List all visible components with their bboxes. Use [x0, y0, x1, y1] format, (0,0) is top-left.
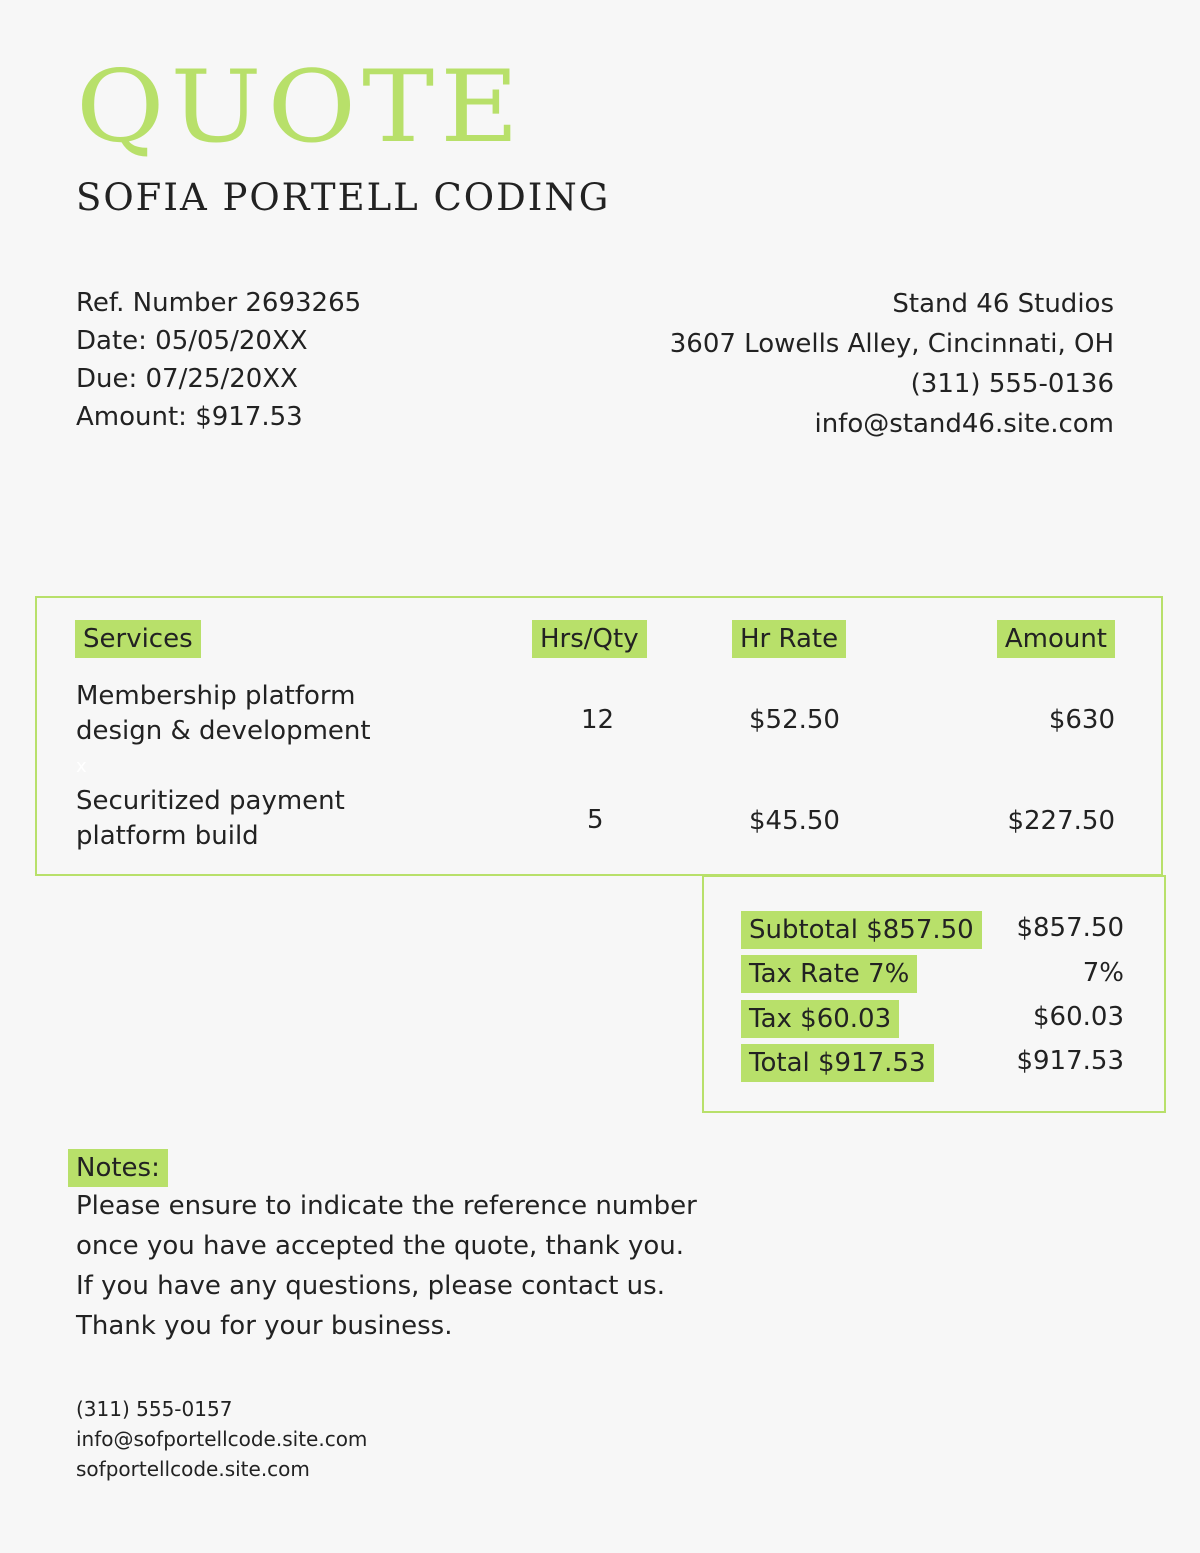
sender-website: sofportellcode.site.com	[76, 1457, 310, 1481]
table-row-amount: $227.50	[1007, 806, 1115, 836]
table-row-service: Securitized payment platform build	[76, 786, 345, 851]
client-address: 3607 Lowells Alley, Cincinnati, OH	[669, 329, 1114, 359]
ref-number: Ref. Number 2693265	[76, 288, 362, 318]
sender-contact	[76, 1394, 367, 1484]
header-services: Services	[75, 620, 201, 658]
notes-text	[76, 1186, 697, 1346]
tax-value: $60.03	[1033, 1002, 1124, 1032]
client-info	[670, 284, 1114, 444]
notes-line: If you have any questions, please contact us.	[76, 1271, 665, 1301]
table-row-qty: 5	[587, 805, 604, 835]
subtotal-label: Subtotal $857.50	[741, 911, 982, 949]
notes-line: once you have accepted the quote, thank you.	[76, 1231, 685, 1261]
quote-amount: Amount: $917.53	[76, 402, 303, 432]
quote-meta	[76, 284, 361, 436]
client-name: Stand 46 Studios	[892, 289, 1114, 319]
header-amount: Amount	[997, 620, 1115, 658]
total-value: $917.53	[1016, 1046, 1124, 1076]
table-row-rate: $52.50	[749, 705, 840, 735]
notes-line: Please ensure to indicate the reference number	[76, 1191, 697, 1221]
sender-phone: (311) 555-0157	[76, 1397, 233, 1421]
tax-rate-value: 7%	[1082, 958, 1124, 988]
client-email: info@stand46.site.com	[814, 409, 1114, 439]
table-row-rate: $45.50	[749, 806, 840, 836]
document-title: QUOTE	[76, 49, 525, 165]
due-date: Due: 07/25/20XX	[76, 364, 298, 394]
quote-date: Date: 05/05/20XX	[76, 326, 308, 356]
header-rate: Hr Rate	[732, 620, 846, 658]
tax-label: Tax $60.03	[741, 1000, 899, 1038]
company-name: SOFIA PORTELL CODING	[76, 176, 611, 219]
client-phone: (311) 555-0136	[910, 369, 1114, 399]
header-qty: Hrs/Qty	[532, 620, 647, 658]
tax-rate-label: Tax Rate 7%	[741, 955, 917, 993]
sender-email: info@sofportellcode.site.com	[76, 1427, 368, 1451]
table-row-qty: 12	[581, 705, 615, 735]
table-row-amount: $630	[1048, 705, 1115, 735]
subtotal-value: $857.50	[1016, 913, 1124, 943]
notes-label: Notes:	[68, 1149, 168, 1187]
table-row-service: Membership platform design & development	[76, 681, 371, 746]
notes-line: Thank you for your business.	[76, 1311, 453, 1341]
total-label: Total $917.53	[741, 1044, 934, 1082]
separator-mark: x	[76, 756, 87, 777]
